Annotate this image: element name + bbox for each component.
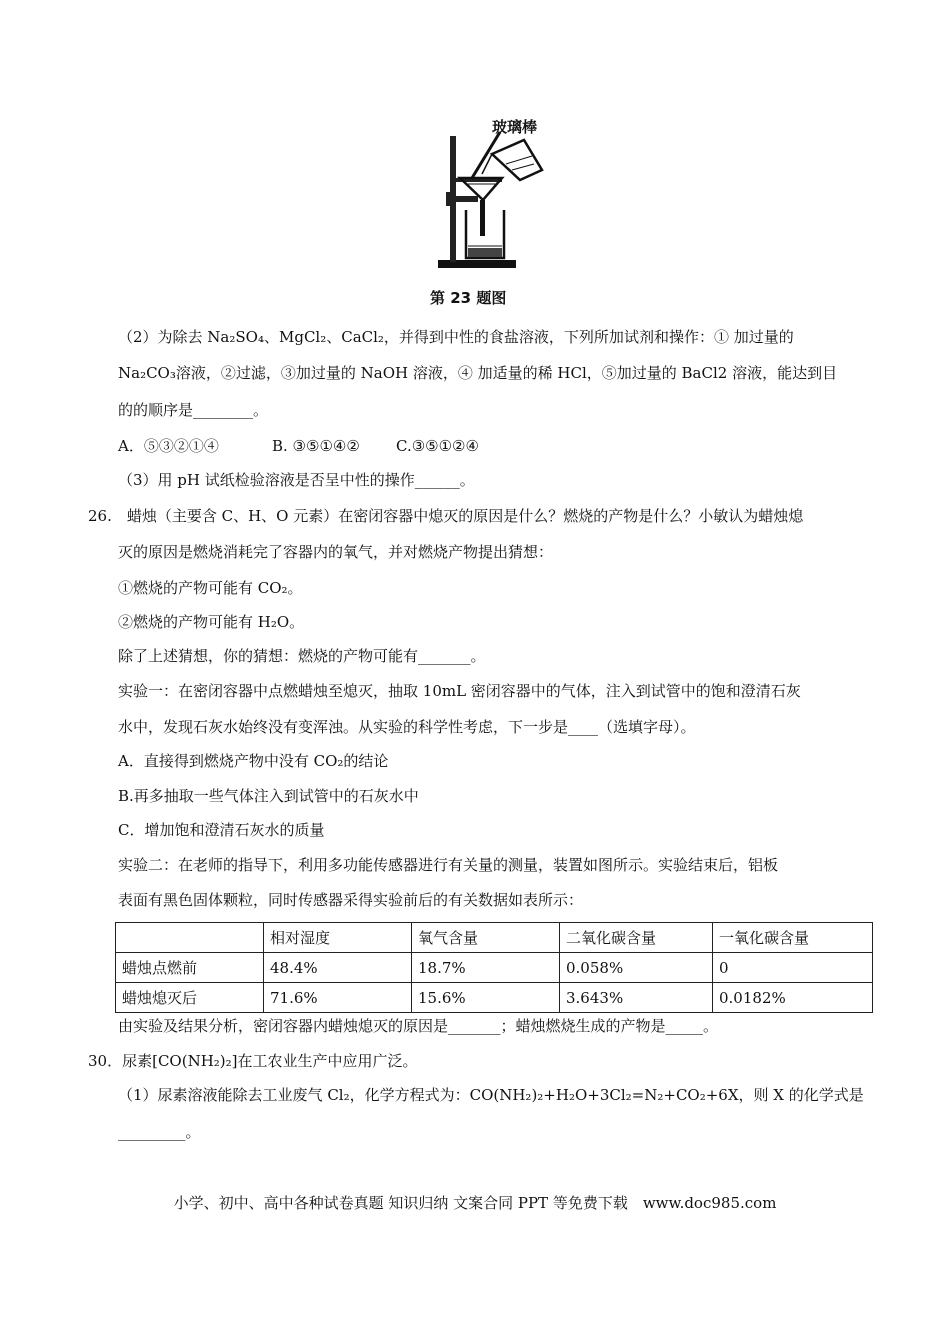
q26-exp1-line1: 实验一：在密闭容器中点燃蜡烛至熄灭，抽取 10mL 密闭容器中的气体，注入到试管中的饱和澄清石灰 — [118, 682, 801, 700]
q26-option-a: A．直接得到燃烧产物中没有 CO₂的结论 — [118, 752, 389, 770]
q25-part2-line2: Na₂CO₃溶液，②过滤，③加过量的 NaOH 溶液，④ 加适量的稀 HCl，⑤加过量的 BaCl2 溶液，能达到目 — [118, 364, 838, 382]
table-cell: 蜡烛熄灭后 — [116, 983, 264, 1013]
table-cell: 15.6% — [412, 983, 560, 1013]
table-header-row — [116, 923, 873, 953]
q25-part3: （3）用 pH 试纸检验溶液是否呈中性的操作______。 — [118, 471, 475, 489]
filtration-apparatus-figure — [420, 112, 550, 312]
table-cell: 71.6% — [264, 983, 412, 1013]
table-header-cell — [116, 923, 264, 953]
filtration-diagram — [420, 112, 550, 282]
q30-part1-line1: （1）尿素溶液能除去工业废气 Cl₂，化学方程式为：CO(NH₂)₂+H₂O+3Cl₂=N₂+CO₂+6X，则 X 的化学式是 — [118, 1086, 864, 1104]
q25-option-c: C.③⑤①②④ — [396, 437, 479, 455]
table-cell: 0.0182% — [713, 983, 873, 1013]
q26-line1: 26. 蜡烛（主要含 C、H、O 元素）在密闭容器中熄灭的原因是什么？燃烧的产物是什么？小敏认为蜡烛熄 — [88, 507, 804, 525]
measurement-table — [115, 922, 873, 1013]
table-row — [116, 983, 873, 1013]
q26-exp1-line2: 水中，发现石灰水始终没有变浑浊。从实验的科学性考虑，下一步是____（选填字母）。 — [118, 718, 696, 736]
table-header-cell: 二氧化碳含量 — [560, 923, 713, 953]
q25-part2-line3: 的的顺序是________。 — [118, 401, 269, 419]
q25-option-a: A．⑤③②①④ — [118, 437, 219, 455]
table-cell: 18.7% — [412, 953, 560, 983]
table-header-cell: 相对湿度 — [264, 923, 412, 953]
q26-guess1: ①燃烧的产物可能有 CO₂。 — [118, 579, 303, 597]
glass-rod-label: 玻璃棒 — [492, 118, 538, 136]
q26-guess2: ②燃烧的产物可能有 H₂O。 — [118, 613, 305, 631]
q26-conclusion: 由实验及结果分析，密闭容器内蜡烛熄灭的原因是_______；蜡烛燃烧生成的产物是_____。 — [118, 1017, 719, 1035]
q30-part1-line2: _________。 — [118, 1123, 201, 1141]
table-cell: 蜡烛点燃前 — [116, 953, 264, 983]
table-header-cell: 氧气含量 — [412, 923, 560, 953]
page-footer: 小学、初中、高中各种试卷真题 知识归纳 文案合同 PPT 等免费下载 www.doc985.com — [173, 1194, 777, 1212]
q26-option-c: C．增加饱和澄清石灰水的质量 — [118, 821, 325, 839]
table-cell: 0.058% — [560, 953, 713, 983]
q26-guess3: 除了上述猜想，你的猜想：燃烧的产物可能有_______。 — [118, 647, 486, 665]
figure-caption: 第 23 题图 — [430, 289, 507, 307]
table-cell: 3.643% — [560, 983, 713, 1013]
q26-line2: 灭的原因是燃烧消耗完了容器内的氧气，并对燃烧产物提出猜想： — [118, 543, 554, 561]
table-row — [116, 953, 873, 983]
table-cell: 48.4% — [264, 953, 412, 983]
table-cell: 0 — [713, 953, 873, 983]
q25-option-b: B. ③⑤①④② — [272, 437, 360, 455]
q26-option-b: B.再多抽取一些气体注入到试管中的石灰水中 — [118, 787, 419, 805]
q30-line1: 30．尿素[CO(NH₂)₂]在工农业生产中应用广泛。 — [88, 1052, 418, 1070]
q26-exp2-line2: 表面有黑色固体颗粒，同时传感器采得实验前后的有关数据如表所示： — [118, 891, 584, 909]
q25-part2-line1: （2）为除去 Na₂SO₄、MgCl₂、CaCl₂，并得到中性的食盐溶液，下列所加试剂和操作：① 加过量的 — [118, 328, 794, 346]
table-header-cell: 一氧化碳含量 — [713, 923, 873, 953]
q26-exp2-line1: 实验二：在老师的指导下，利用多功能传感器进行有关量的测量，装置如图所示。实验结束后，铝板 — [118, 856, 779, 874]
